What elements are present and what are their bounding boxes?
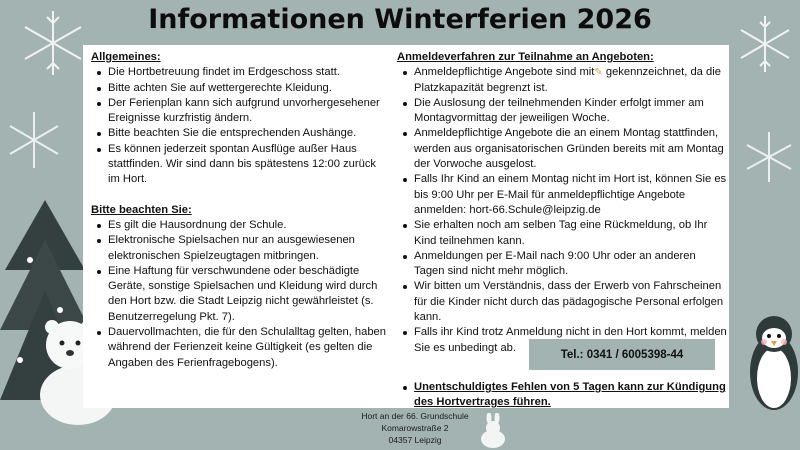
address-line-city: 04357 Leipzig xyxy=(388,435,442,445)
list-item xyxy=(397,65,727,96)
phone-number-box: Tel.: 0341 / 6005398-44 xyxy=(529,339,715,370)
right-column xyxy=(397,50,727,356)
list-item: Falls ihr Kind trotz Anmeldung nicht in den Hort kommt, melden Sie es unbedingt ab. xyxy=(397,325,727,356)
list-item: Anmeldungen per E-Mail nach 9:00 Uhr oder an anderen Tagen sind nicht mehr möglich. xyxy=(397,249,727,280)
list-item: Wir bitten um Verständnis, dass der Erwerb von Fahrscheinen für die Kinder nicht durch das pädagogische Personal erfolgen kann. xyxy=(397,279,727,325)
registration-list xyxy=(397,65,727,356)
list-item: Eine Haftung für verschwundene oder beschädigte Geräte, sonstige Spielsachen und Kleidung wird durch den Hort bzw. die Stadt Leipzig nicht gewährleistet (s. Benutzerregelung Pkt. 7). xyxy=(91,264,387,325)
list-item: Elektronische Spielsachen nur an ausgewiesenen elektronischen Spielzeugtagen mitbringen. xyxy=(91,233,387,264)
list-item: Es gilt die Hausordnung der Schule. xyxy=(91,218,387,233)
address-line-name: Hort an der 66. Grundschule xyxy=(361,411,469,421)
address-line-street: Komarowstraße 2 xyxy=(381,423,449,433)
list-item: Der Ferienplan kann sich aufgrund unvorhergesehener Ereignisse kurzfristig ändern. xyxy=(91,96,387,127)
list-item: Anmeldepflichtige Angebote die an einem Montag stattfinden, werden aus organisatorischen Gründen bereits mit am Montag der Vorwoche ausgelost. xyxy=(397,126,727,172)
termination-notice xyxy=(397,380,742,410)
list-item: Dauervollmachten, die für den Schulalltag gelten, haben während der Ferienzeit keine Gültigkeit (es gelten die Angaben des Ferienfragebogens). xyxy=(91,325,387,371)
list-item-text: Anmeldepflichtige Angebote sind mit xyxy=(414,66,595,79)
left-column xyxy=(91,50,387,371)
section-heading-registration: Anmeldeverfahren zur Teilnahme an Angeboten: xyxy=(397,51,654,63)
list-item: Falls Ihr Kind an einem Montag nicht im Hort ist, können Sie es bis 9:00 Uhr per E-Mail für anmeldepflichtige Angebote anmelden: hort-66.Schule@leipzig.de xyxy=(397,172,727,218)
list-item: Es können jederzeit spontan Ausflüge außer Haus stattfinden. Wir sind dann bis spätestens 12:00 zurück im Hort. xyxy=(91,142,387,188)
penguin-icon xyxy=(748,312,800,412)
list-item: Bitte achten Sie auf wettergerechte Kleidung. xyxy=(91,81,387,96)
notice-text: Unentschuldigtes Fehlen von 5 Tagen kann zur Kündigung des Hortvertrages führen. xyxy=(397,380,742,410)
snowflake-icon xyxy=(742,130,796,184)
address-footer xyxy=(330,410,500,446)
list-item: Die Hortbetreuung findet im Erdgeschoss statt. xyxy=(91,65,387,80)
list-item-text: gekennzeichnet, da die Platzkapazität begrenzt ist. xyxy=(414,66,721,94)
section-heading-general: Allgemeines: xyxy=(91,51,161,63)
snowflake-icon xyxy=(4,110,64,170)
list-item: Sie erhalten noch am selben Tag eine Rückmeldung, ob Ihr Kind teilnehmen kann. xyxy=(397,218,727,249)
pencil-icon: ✎ xyxy=(594,67,603,79)
list-item: Die Auslosung der teilnehmenden Kinder erfolgt immer am Montagvormittag der jeweiligen Woche. xyxy=(397,96,727,127)
general-list xyxy=(91,65,387,187)
notes-list xyxy=(91,218,387,371)
page-title: Informationen Winterferien 2026 xyxy=(148,4,652,35)
section-heading-notes: Bitte beachten Sie: xyxy=(91,203,192,216)
list-item: Bitte beachten Sie die entsprechenden Aushänge. xyxy=(91,126,387,141)
